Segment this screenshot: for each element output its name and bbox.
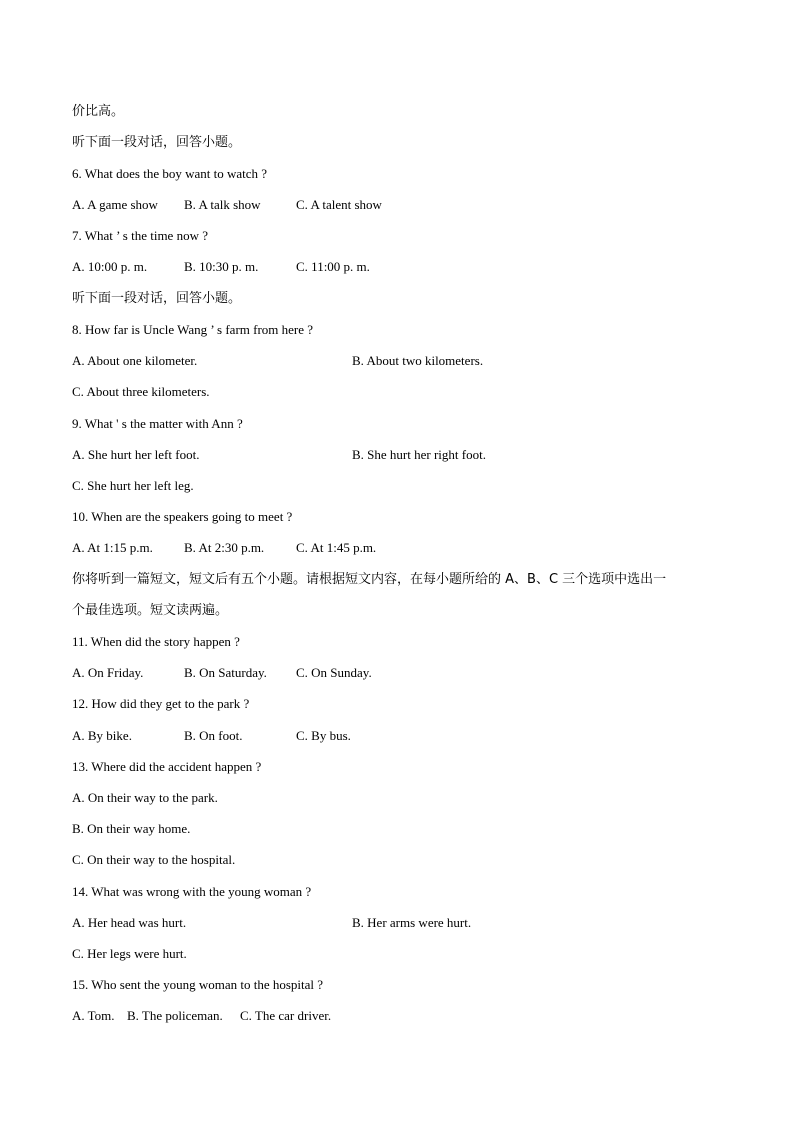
question-12-option-c: C. By bus.: [296, 728, 351, 743]
question-10: 10. When are the speakers going to meet ?: [72, 509, 293, 524]
section-instruction: 听下面一段对话，回答小题。: [72, 291, 242, 306]
section-instruction: 听下面一段对话，回答小题。: [72, 135, 242, 150]
question-12-option-a: A. By bike.: [72, 728, 132, 743]
question-11-option-b: B. On Saturday.: [184, 665, 267, 680]
passage-instruction: 你将听到一篇短文，短文后有五个小题。请根据短文内容，在每小题所给的 A、B、C 三个选项中选出一: [72, 572, 667, 587]
question-6-option-b: B. A talk show: [184, 197, 261, 212]
question-10-option-b: B. At 2:30 p.m.: [184, 540, 265, 555]
question-9: 9. What ' s the matter with Ann ?: [72, 416, 243, 431]
question-10-option-c: C. At 1:45 p.m.: [296, 540, 377, 555]
question-14-option-a: A. Her head was hurt.: [72, 915, 187, 930]
question-12: 12. How did they get to the park ?: [72, 696, 250, 711]
question-8-option-c: C. About three kilometers.: [72, 384, 210, 399]
question-9-option-c: C. She hurt her left leg.: [72, 478, 194, 493]
question-11: 11. When did the story happen ?: [72, 634, 240, 649]
question-15-option-b: B. The policeman.: [127, 1008, 223, 1023]
question-14-option-c: C. Her legs were hurt.: [72, 946, 187, 961]
question-13-option-b: B. On their way home.: [72, 821, 191, 836]
question-11-option-a: A. On Friday.: [72, 665, 144, 680]
question-14-option-b: B. Her arms were hurt.: [352, 915, 472, 930]
question-7-option-a: A. 10:00 p. m.: [72, 259, 148, 274]
question-12-option-b: B. On foot.: [184, 728, 243, 743]
question-7: 7. What ’ s the time now ?: [72, 228, 208, 243]
question-8: 8. How far is Uncle Wang ’ s farm from here ?: [72, 322, 314, 337]
passage-instruction-cont: 个最佳选项。短文读两遍。: [72, 603, 229, 618]
question-13-option-c: C. On their way to the hospital.: [72, 852, 236, 867]
question-8-option-b: B. About two kilometers.: [352, 353, 484, 368]
question-13-option-a: A. On their way to the park.: [72, 790, 218, 805]
question-6-option-c: C. A talent show: [296, 197, 382, 212]
question-8-option-a: A. About one kilometer.: [72, 353, 198, 368]
text-line: 价比高。: [72, 104, 125, 119]
question-9-option-a: A. She hurt her left foot.: [72, 447, 200, 462]
question-6-option-a: A. A game show: [72, 197, 158, 212]
question-15: 15. Who sent the young woman to the hospital ?: [72, 977, 324, 992]
question-15-option-a: A. Tom.: [72, 1008, 115, 1023]
question-9-option-b: B. She hurt her right foot.: [352, 447, 486, 462]
question-7-option-c: C. 11:00 p. m.: [296, 259, 370, 274]
question-15-option-c: C. The car driver.: [240, 1008, 332, 1023]
question-7-option-b: B. 10:30 p. m.: [184, 259, 259, 274]
question-11-option-c: C. On Sunday.: [296, 665, 372, 680]
question-14: 14. What was wrong with the young woman ?: [72, 884, 312, 899]
question-10-option-a: A. At 1:15 p.m.: [72, 540, 153, 555]
question-13: 13. Where did the accident happen ?: [72, 759, 262, 774]
question-6: 6. What does the boy want to watch ?: [72, 166, 268, 181]
